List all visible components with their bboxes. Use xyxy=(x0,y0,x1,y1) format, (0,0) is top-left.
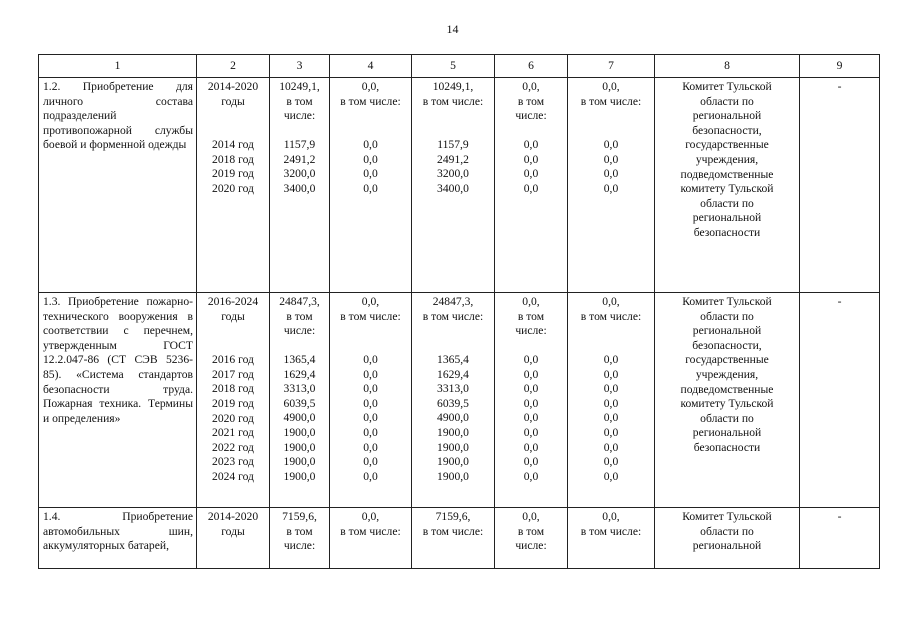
amount-value: 0,0 xyxy=(363,440,378,454)
table-row xyxy=(39,508,880,569)
year-label: 2018 год xyxy=(212,152,254,166)
executor-line: безопасности, xyxy=(692,338,762,352)
executor-line: региональной xyxy=(692,426,762,440)
page-number: 14 xyxy=(446,22,459,36)
executor-line: региональной xyxy=(692,211,762,225)
amount-header-line: 0,0, xyxy=(602,510,620,523)
amount-value: 1900,0 xyxy=(437,425,469,439)
amount-header xyxy=(333,295,408,339)
amount-value: 0,0 xyxy=(363,367,378,381)
executor-line: учреждения, xyxy=(695,152,759,166)
amount-value: 0,0 xyxy=(523,382,539,396)
executor-line: области по xyxy=(700,94,754,108)
amount-header xyxy=(415,80,491,124)
amount-cell xyxy=(568,78,655,293)
amount-header-line: в том xyxy=(517,309,545,323)
amount-header-line: числе: xyxy=(283,324,316,338)
amount-header-line: 0,0, xyxy=(602,80,620,93)
amount-header xyxy=(571,80,651,124)
header-cell: 8 xyxy=(655,55,800,78)
year-label: 2016 год xyxy=(212,353,254,367)
amount-value: 4900,0 xyxy=(283,411,316,425)
amount-header xyxy=(333,510,408,554)
amount-header-line: в том xyxy=(286,524,313,538)
executor-line: области по xyxy=(700,411,754,425)
amount-value: 0,0 xyxy=(603,353,619,366)
amount-header xyxy=(273,80,326,124)
amount-value: 0,0 xyxy=(363,469,378,483)
amount-value: 0,0 xyxy=(523,167,539,181)
amount-value: 0,0 xyxy=(603,425,619,439)
amount-header xyxy=(273,295,326,339)
amount-header-line: в том числе: xyxy=(340,524,401,538)
amount-value: 3400,0 xyxy=(437,181,469,195)
year-label: 2019 год xyxy=(212,167,254,181)
amount-header-line: в том числе: xyxy=(340,309,401,323)
year-label: 2023 год xyxy=(212,455,254,469)
amount-header xyxy=(273,510,326,554)
amount-value: 0,0 xyxy=(363,425,378,439)
amount-cell xyxy=(270,293,330,508)
amount-value: 0,0 xyxy=(363,455,378,469)
amount-cell xyxy=(270,78,330,293)
amount-cell xyxy=(495,78,568,293)
amount-value: 3400,0 xyxy=(283,181,316,195)
amount-header xyxy=(415,295,491,339)
amount-value: 0,0 xyxy=(523,367,539,381)
amount-value: 2491,2 xyxy=(283,152,316,166)
amount-value: 0,0 xyxy=(603,440,619,454)
amount-value: 1900,0 xyxy=(283,455,316,469)
header-row xyxy=(39,55,880,78)
year-label: 2019 год xyxy=(212,396,254,410)
amount-value: 1900,0 xyxy=(437,440,469,454)
executor-line: области по xyxy=(700,196,754,210)
executor-line: безопасности xyxy=(693,225,761,239)
amount-value: 1900,0 xyxy=(283,440,316,454)
amount-header-line: 0,0, xyxy=(602,295,620,308)
amount-header-line: 7159,6, xyxy=(435,510,471,523)
amount-value: 0,0 xyxy=(523,440,539,454)
amount-value: 0,0 xyxy=(363,382,378,396)
period-cell xyxy=(197,293,270,508)
executor-line: комитету Тульской xyxy=(680,182,774,196)
amount-value: 0,0 xyxy=(523,181,539,195)
amount-cell xyxy=(330,508,412,569)
executor-line: безопасности xyxy=(693,440,761,454)
spacer xyxy=(200,324,266,353)
amount-header xyxy=(498,80,564,124)
amount-cell xyxy=(568,508,655,569)
executor-cell xyxy=(655,78,800,293)
amount-value: 3313,0 xyxy=(437,382,469,396)
amount-header xyxy=(415,510,491,554)
amount-value: 1900,0 xyxy=(283,469,316,483)
note-cell: - xyxy=(800,508,880,569)
header-cell: 4 xyxy=(330,55,412,78)
amount-value: 0,0 xyxy=(603,367,619,381)
amount-value: 0,0 xyxy=(363,411,378,425)
year-label: 2020 год xyxy=(212,181,254,195)
amount-header-line: 0,0, xyxy=(361,510,380,523)
executor-cell xyxy=(655,508,800,569)
amount-header-line: 0,0, xyxy=(361,80,380,93)
spacer xyxy=(200,109,266,138)
amount-value: 0,0 xyxy=(523,469,539,483)
amount-header-line: 0,0, xyxy=(522,80,540,93)
amount-header-line: 10249,1, xyxy=(432,80,474,93)
program-table xyxy=(38,54,880,569)
amount-value: 1157,9 xyxy=(437,138,469,151)
amount-header-line: числе: xyxy=(515,109,547,123)
amount-header-line: числе: xyxy=(515,539,547,553)
amount-value: 3313,0 xyxy=(283,382,316,396)
amount-value: 0,0 xyxy=(363,138,378,151)
amount-value: 1900,0 xyxy=(437,455,469,469)
note-cell: - xyxy=(800,293,880,508)
measure-description: 1.3. Приобретение пожарно-технического вооружения в соответствии с перечнем, утвержденным ГОСТ 12.2.047-86 (СТ СЭВ 5236-85). «Система стандартов безопасности труда. Пожарная техника. Термины и определения» xyxy=(39,293,197,508)
amount-value: 0,0 xyxy=(603,455,619,469)
amount-cell xyxy=(495,508,568,569)
period: 2014-2020 годы xyxy=(207,510,259,538)
amount-header-line: в том числе: xyxy=(580,524,642,538)
year-label: 2018 год xyxy=(212,382,254,396)
amount-header-line: 24847,3, xyxy=(432,295,474,308)
amount-value: 0,0 xyxy=(363,181,378,195)
header-cell: 9 xyxy=(800,55,880,78)
amount-header-line: 10249,1, xyxy=(279,80,320,93)
spacer xyxy=(200,539,266,568)
amount-value: 0,0 xyxy=(363,167,378,181)
executor-line: региональной xyxy=(692,324,762,338)
amount-value: 1365,4 xyxy=(437,353,469,366)
year-label: 2022 год xyxy=(212,440,254,454)
year-label: 2017 год xyxy=(212,367,254,381)
amount-value: 0,0 xyxy=(363,396,378,410)
amount-cell xyxy=(270,508,330,569)
amount-value: 0,0 xyxy=(603,469,619,483)
amount-value: 0,0 xyxy=(523,138,539,151)
amount-cell xyxy=(412,293,495,508)
amount-header-line: в том xyxy=(517,94,545,108)
amount-cell xyxy=(330,78,412,293)
period: 2016-2024 годы xyxy=(207,295,259,323)
amount-header-line: числе: xyxy=(283,109,316,123)
executor-line: подведомственные xyxy=(680,382,774,396)
amount-header-line: числе: xyxy=(515,324,547,338)
amount-value: 0,0 xyxy=(603,167,619,181)
executor-line: региональной xyxy=(692,539,762,553)
amount-value: 0,0 xyxy=(603,382,619,396)
amount-header xyxy=(571,295,651,339)
header-cell: 5 xyxy=(412,55,495,78)
amount-value: 0,0 xyxy=(523,425,539,439)
amount-header xyxy=(571,510,651,554)
amount-value: 6039,5 xyxy=(437,396,469,410)
period-cell xyxy=(197,508,270,569)
amount-value: 1900,0 xyxy=(437,469,469,483)
header-cell: 6 xyxy=(495,55,568,78)
amount-cell xyxy=(412,508,495,569)
amount-header-line: в том числе: xyxy=(340,94,401,108)
amount-header-line: в том числе: xyxy=(422,94,484,108)
amount-value: 4900,0 xyxy=(437,411,469,425)
amount-value: 1629,4 xyxy=(283,367,316,381)
header-cell: 1 xyxy=(39,55,197,78)
measure-description: 1.2. Приобретение для личного состава подразделений противопожарной службы боевой и форменной одежды xyxy=(39,78,197,293)
executor-line: области по xyxy=(700,524,754,538)
executor-line: безопасности, xyxy=(692,123,762,137)
amount-header-line: в том числе: xyxy=(580,94,642,108)
amount-header-line: в том xyxy=(286,309,313,323)
amount-header xyxy=(498,295,564,339)
amount-header-line: 0,0, xyxy=(361,295,380,308)
header-cell: 3 xyxy=(270,55,330,78)
amount-value: 0,0 xyxy=(363,152,378,166)
amount-cell xyxy=(568,293,655,508)
amount-header-line: в том числе: xyxy=(422,309,484,323)
amount-header-line: 0,0, xyxy=(522,295,540,308)
executor-line: Комитет Тульской xyxy=(682,295,772,308)
amount-header-line: 24847,3, xyxy=(279,295,320,308)
year-label: 2024 год xyxy=(212,469,254,483)
executor-line: подведомственные xyxy=(680,167,774,181)
amount-value: 2491,2 xyxy=(437,152,469,166)
header-cell: 2 xyxy=(197,55,270,78)
amount-value: 3200,0 xyxy=(283,167,316,181)
table-row xyxy=(39,293,880,508)
amount-header xyxy=(498,510,564,554)
amount-cell xyxy=(412,78,495,293)
period: 2014-2020 годы xyxy=(207,80,259,108)
year-label: 2021 год xyxy=(212,426,254,440)
amount-value: 1629,4 xyxy=(437,367,469,381)
header-cell: 7 xyxy=(568,55,655,78)
amount-cell xyxy=(330,293,412,508)
amount-header-line: в том числе: xyxy=(422,524,484,538)
amount-header-line: 0,0, xyxy=(522,510,540,523)
amount-header-line: числе: xyxy=(283,539,316,553)
amount-value: 0,0 xyxy=(603,152,619,166)
amount-header xyxy=(333,80,408,124)
amount-cell xyxy=(495,293,568,508)
amount-value: 0,0 xyxy=(523,396,539,410)
amount-value: 0,0 xyxy=(523,411,539,425)
year-label: 2014 год xyxy=(212,138,254,152)
executor-cell xyxy=(655,293,800,508)
amount-value: 1365,4 xyxy=(283,353,316,366)
executor-line: государственные xyxy=(685,138,769,152)
executor-line: государственные xyxy=(685,353,769,367)
note-cell: - xyxy=(800,78,880,293)
amount-header-line: в том числе: xyxy=(580,309,642,323)
period-cell xyxy=(197,78,270,293)
amount-value: 0,0 xyxy=(523,152,539,166)
amount-header-line: в том xyxy=(286,94,313,108)
amount-value: 0,0 xyxy=(603,181,619,195)
year-label: 2020 год xyxy=(212,411,254,425)
amount-value: 0,0 xyxy=(523,455,539,469)
amount-value: 0,0 xyxy=(523,353,539,366)
amount-value: 0,0 xyxy=(603,411,619,425)
amount-value: 3200,0 xyxy=(437,167,469,181)
executor-line: области по xyxy=(700,309,754,323)
amount-value: 0,0 xyxy=(603,396,619,410)
executor-line: комитету Тульской xyxy=(680,397,774,411)
executor-line: Комитет Тульской xyxy=(682,510,772,523)
amount-value: 1900,0 xyxy=(283,425,316,439)
executor-line: Комитет Тульской xyxy=(682,80,772,93)
table-row xyxy=(39,78,880,293)
executor-line: учреждения, xyxy=(695,367,759,381)
amount-value: 6039,5 xyxy=(283,396,316,410)
amount-value: 0,0 xyxy=(603,138,619,151)
amount-value: 1157,9 xyxy=(283,138,316,151)
measure-description: 1.4. Приобретение автомобильных шин, аккумуляторных батарей, xyxy=(39,508,197,569)
amount-header-line: 7159,6, xyxy=(282,510,317,523)
amount-value: 0,0 xyxy=(363,353,378,366)
amount-header-line: в том xyxy=(517,524,545,538)
executor-line: региональной xyxy=(692,109,762,123)
